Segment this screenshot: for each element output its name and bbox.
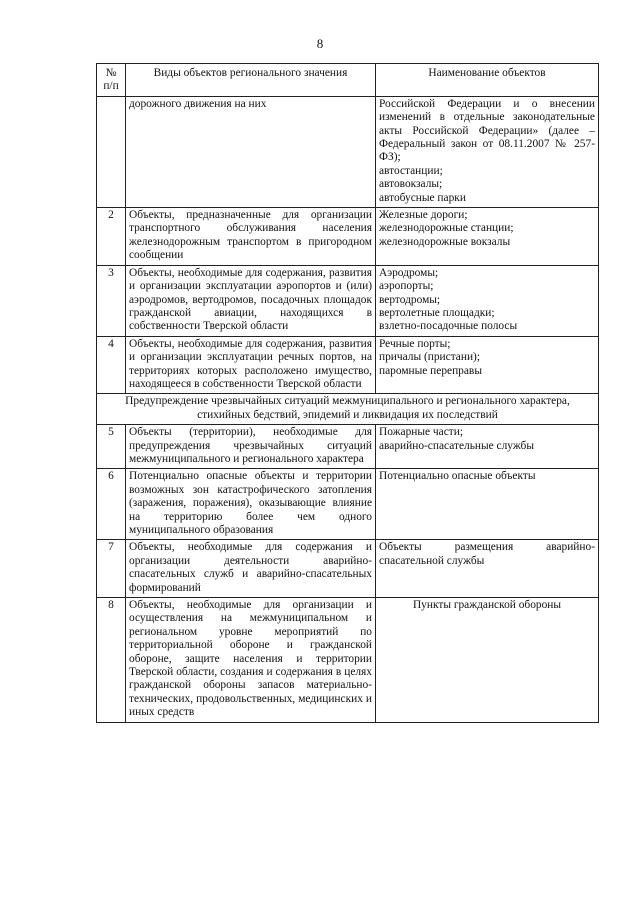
row-name	[376, 469, 599, 540]
row-name-line: Российской Федерации и о внесении изменений в отдельные законодательные акты Российской Федерации» (далее – Федеральный закон от 08.11.2007 № 257-ФЗ);	[379, 97, 595, 164]
table-row	[97, 469, 599, 540]
row-num: 8	[97, 598, 126, 723]
row-num: 4	[97, 336, 126, 394]
row-kind: Объекты (территории), необходимые для предупреждения чрезвычайных ситуаций межмуниципального и регионального характера	[126, 425, 376, 469]
row-name-line: автовокзалы;	[379, 178, 443, 191]
regional-objects-table	[96, 63, 599, 723]
row-name-line: Железные дороги;	[379, 209, 468, 222]
row-num: 3	[97, 265, 126, 336]
row-name-line: Потенциально опасные объекты	[379, 470, 536, 483]
row-name-line: железнодорожные станции;	[379, 222, 514, 235]
table-header-row	[97, 64, 599, 97]
row-name	[376, 598, 599, 723]
row-name-line: аварийно-спасательные службы	[379, 439, 534, 452]
page-number: 8	[316, 36, 324, 51]
table-row	[97, 598, 599, 723]
row-name-line: вертодромы;	[379, 293, 441, 306]
row-num: 6	[97, 469, 126, 540]
row-name-line: железнодорожные вокзалы	[379, 235, 511, 248]
row-name-line: паромные переправы	[379, 364, 482, 377]
row-kind: Объекты, необходимые для содержания, развития и организации эксплуатации речных портов, на территориях которых расположено имущество, находящееся в собственности Тверской области	[126, 336, 376, 394]
row-name	[376, 265, 599, 336]
row-name-line: вертолетные площадки;	[379, 306, 495, 319]
row-name	[376, 336, 599, 394]
table-row	[97, 425, 599, 469]
row-num	[97, 96, 126, 207]
row-kind: Объекты, предназначенные для организации транспортного обслуживания населения железнодорожным транспортом в пригородном сообщении	[126, 208, 376, 266]
section-heading: Предупреждение чрезвычайных ситуаций межмуниципального и регионального характера, стихийных бедствий, эпидемий и ликвидация их последствий	[97, 394, 599, 425]
header-num: № п/п	[97, 64, 126, 97]
section-row	[97, 394, 599, 425]
row-num: 7	[97, 540, 126, 598]
row-name-line: автобусные парки	[379, 191, 466, 204]
table-row	[97, 208, 599, 266]
row-num: 5	[97, 425, 126, 469]
table-row	[97, 336, 599, 394]
row-kind: дорожного движения на них	[126, 96, 376, 207]
row-name	[376, 540, 599, 598]
header-name: Наименование объектов	[376, 64, 599, 97]
row-kind: Объекты, необходимые для содержания и организации деятельности аварийно-спасательных служб и аварийно-спасательных формирований	[126, 540, 376, 598]
row-kind: Объекты, необходимые для организации и осуществления на межмуниципальном и региональном уровне мероприятий по территориальной обороне и гражданской обороне, защите населения и территории Тверской области, создания и содержания в целях гражданской обороны запасов материально-технических, продовольственных, медицинских и иных средств	[126, 598, 376, 723]
row-name-line: Речные порты;	[379, 337, 451, 350]
row-name-line: автостанции;	[379, 164, 443, 177]
row-name-line: Объекты размещения аварийно-спасательной службы	[379, 541, 595, 567]
row-name	[376, 208, 599, 266]
table-row	[97, 540, 599, 598]
row-name-line: аэропорты;	[379, 280, 434, 293]
table-row	[97, 96, 599, 207]
row-kind: Потенциально опасные объекты и территории возможных зон катастрофического затопления (заражения, поражения), оказывающие влияние на территорию более чем одного муниципального образования	[126, 469, 376, 540]
header-kind: Виды объектов регионального значения	[126, 64, 376, 97]
row-num: 2	[97, 208, 126, 266]
row-name	[376, 96, 599, 207]
row-name	[376, 425, 599, 469]
row-name-line: причалы (пристани);	[379, 351, 481, 364]
row-name-line: Пожарные части;	[379, 426, 463, 439]
row-name-line: Аэродромы;	[379, 266, 439, 279]
table-row	[97, 265, 599, 336]
row-name-line: Пункты гражданской обороны	[412, 599, 562, 612]
row-name-line: взлетно-посадочные полосы	[379, 320, 518, 333]
row-kind: Объекты, необходимые для содержания, развития и организации эксплуатации аэропортов и (или) аэродромов, вертодромов, посадочных площадок гражданской авиации, находящихся в собственности Тверской области	[126, 265, 376, 336]
